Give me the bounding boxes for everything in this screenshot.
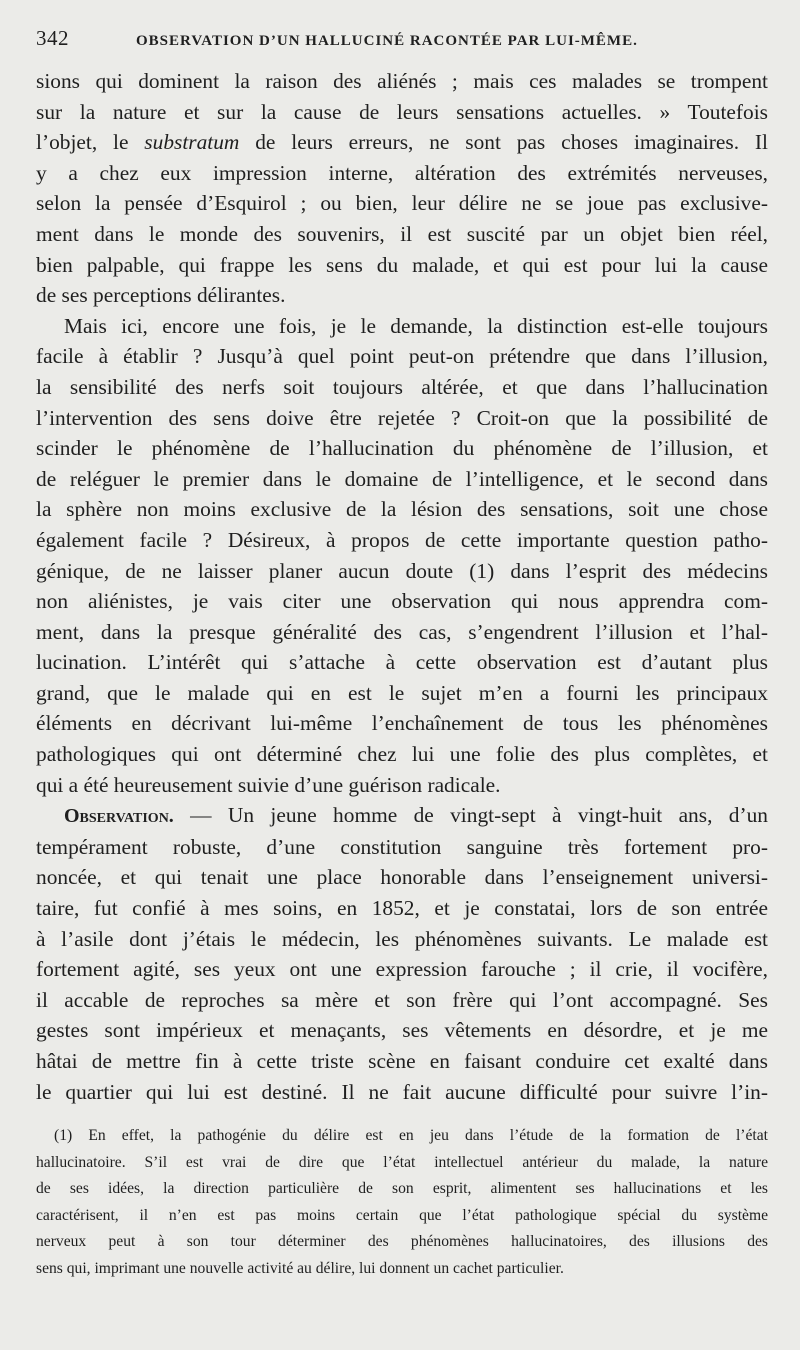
text-line: l’intervention des sens doive être rejetée ? Croit-on que la possibilité de [36, 405, 768, 430]
text-line: éléments en décrivant lui-même l’enchaînement de tous les phénomènes [36, 711, 768, 736]
text-line: à l’asile dont j’étais le médecin, les phénomènes suivants. Le malade est [36, 926, 768, 951]
text-line: génique, de ne laisser planer aucun doute (1) dans l’esprit des médecins [36, 558, 768, 583]
body-text [36, 66, 768, 1107]
text-line: le quartier qui lui est destiné. Il ne fait aucune difficulté pour suivre l’in- [36, 1079, 768, 1104]
text-line: facile à établir ? Jusqu’à quel point peut-on prétendre que dans l’illusion, [36, 344, 768, 369]
observation-lead: — Un jeune homme de vingt-sept à vingt-huit ans, d’un [173, 803, 768, 828]
text-line: y a chez eux impression interne, altération des extrémités nerveuses, [36, 160, 768, 185]
footnote-line: hallucinatoire. S’il est vrai de dire que l’état intellectuel antérieur du malade, la nature [36, 1153, 768, 1171]
text-line: gestes sont impérieux et menaçants, ses vêtements en désordre, et je me [36, 1018, 768, 1043]
text-line: qui a été heureusement suivie d’une guérison radicale. [36, 772, 501, 797]
text-line: la sensibilité des nerfs soit toujours altérée, et que dans l’hallucination [36, 374, 768, 399]
paragraph-observation [36, 800, 768, 1107]
text-line: de ses perceptions délirantes. [36, 283, 286, 308]
emphasis-substratum: substratum [144, 130, 240, 155]
text-line: tempérament robuste, d’une constitution sanguine très fortement pro- [36, 834, 768, 859]
text-line: sions qui dominent la raison des aliénés ; mais ces malades se trompent [36, 69, 768, 93]
footnote-line: (1) En effet, la pathogénie du délire est en jeu dans l’étude de la formation de l’état [54, 1127, 768, 1145]
text-line: la sphère non moins exclusive de la lésion des sensations, soit une chose [36, 497, 768, 522]
text-line: grand, que le malade qui en est le sujet m’en a fourni les principaux [36, 680, 768, 705]
text-line: sur la nature et sur la cause de leurs sensations actuelles. » Toutefois [36, 99, 768, 124]
text-line: selon la pensée d’Esquirol ; ou bien, leur délire ne se joue pas exclusive- [36, 191, 768, 216]
text-line: bien palpable, qui frappe les sens du malade, et qui est pour lui la cause [36, 252, 768, 277]
text-line: ment dans le monde des souvenirs, il est suscité par un objet bien réel, [36, 221, 768, 246]
text-line: l’objet, le substratum de leurs erreurs, ne sont pas choses imaginaires. Il [36, 130, 768, 155]
text-line: lucination. L’intérêt qui s’attache à cette observation est d’autant plus [36, 650, 768, 675]
footnote-line: caractérisent, il n’en est pas moins certain que l’état pathologique spécial du système [36, 1206, 768, 1224]
paragraph-1 [36, 66, 768, 311]
text-line [36, 800, 768, 832]
text-line: non aliénistes, je vais citer une observation qui nous apprendra com- [36, 589, 768, 614]
text-line: de reléguer le premier dans le domaine de l’intelligence, et le second dans [36, 466, 768, 491]
text-line: fortement agité, ses yeux ont une expression farouche ; il crie, il vocifère, [36, 957, 768, 982]
text-line: Mais ici, encore une fois, je le demande, la distinction est-elle toujours [64, 313, 768, 338]
running-title: OBSERVATION D’UN HALLUCINÉ RACONTÉE PAR LUI-MÊME. [136, 33, 638, 49]
text-line: noncée, et qui tenait une place honorable dans l’enseignement universi- [36, 865, 768, 890]
observation-label: Observation. [64, 805, 174, 828]
text-line: scinder le phénomène de l’hallucination du phénomène de l’illusion, et [36, 436, 768, 461]
text-line: il accable de reproches sa mère et son frère qui l’ont accompagné. Ses [36, 987, 768, 1012]
footnote-line: sens qui, imprimant une nouvelle activité au délire, lui donnent un cachet particulier. [36, 1259, 564, 1277]
paragraph-2 [36, 311, 768, 801]
text-line: taire, fut confié à mes soins, en 1852, et je constatai, lors de son entrée [36, 896, 768, 921]
running-head [36, 26, 768, 66]
text-line: également facile ? Désireux, à propos de cette importante question patho- [36, 527, 768, 552]
footnote-line: de ses idées, la direction particulière de son esprit, alimentent ses hallucinations et les [36, 1180, 768, 1198]
text-line: pathologiques qui ont déterminé chez lui une folie des plus complètes, et [36, 742, 768, 767]
text-line: ment, dans la presque généralité des cas, s’engendrent l’illusion et l’hal- [36, 619, 768, 644]
page-number: 342 [36, 26, 69, 50]
text-line: hâtai de mettre fin à cette triste scène en faisant conduire cet exalté dans [36, 1049, 768, 1073]
footnote-line: nerveux peut à son tour déterminer des phénomènes hallucinatoires, des illusions des [36, 1233, 768, 1251]
footnote-1 [36, 1123, 768, 1282]
footnotes [36, 1123, 768, 1282]
